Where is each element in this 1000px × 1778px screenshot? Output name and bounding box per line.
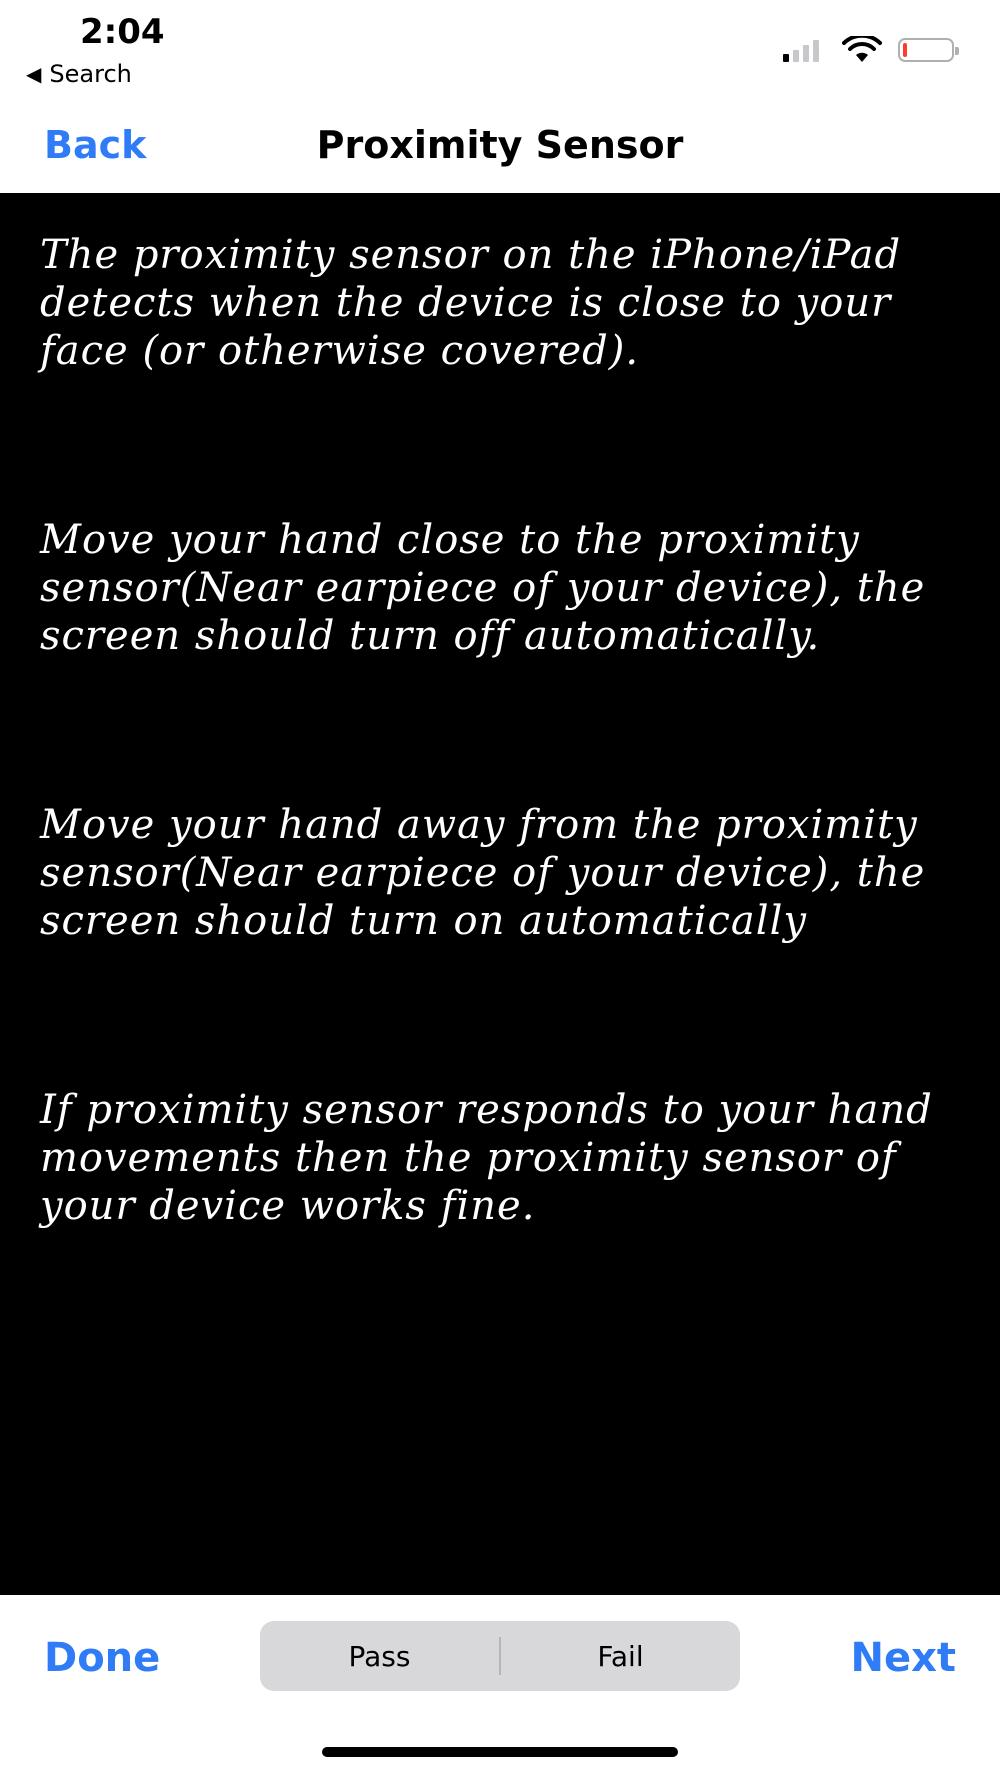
navigation-bar: [0, 95, 1000, 194]
status-time: 2:04: [80, 12, 165, 52]
page-title: Proximity Sensor: [316, 123, 684, 167]
instruction-paragraph-2: Move your hand close to the proximity sensor(Near earpiece of your device), the screen should turn off automatically.: [40, 517, 926, 659]
back-triangle-icon: ◀: [26, 62, 42, 86]
back-button[interactable]: Back: [44, 123, 147, 167]
instruction-paragraph-4: If proximity sensor responds to your hand movements then the proximity sensor of your device works fine.: [40, 1087, 933, 1229]
instruction-paragraph-1: The proximity sensor on the iPhone/iPad detects when the device is close to your face (or otherwise covered).: [40, 232, 902, 374]
back-to-app-link[interactable]: [26, 60, 132, 88]
battery-icon: [898, 38, 954, 62]
back-to-app-label: Search: [49, 60, 132, 88]
instruction-paragraph-3: Move your hand away from the proximity sensor(Near earpiece of your device), the screen should turn on automatically: [40, 802, 926, 944]
instructions-panel: [0, 193, 1000, 1595]
pass-fail-segmented-control: [260, 1621, 740, 1691]
fail-segment[interactable]: Fail: [597, 1639, 644, 1673]
wifi-icon: [842, 36, 882, 64]
bottom-toolbar: [0, 1595, 1000, 1778]
status-bar: [0, 0, 1000, 95]
home-indicator[interactable]: [322, 1747, 678, 1757]
next-button[interactable]: Next: [850, 1635, 956, 1681]
cellular-signal-icon: [783, 40, 819, 62]
done-button[interactable]: Done: [44, 1635, 161, 1681]
pass-segment[interactable]: Pass: [348, 1639, 411, 1673]
